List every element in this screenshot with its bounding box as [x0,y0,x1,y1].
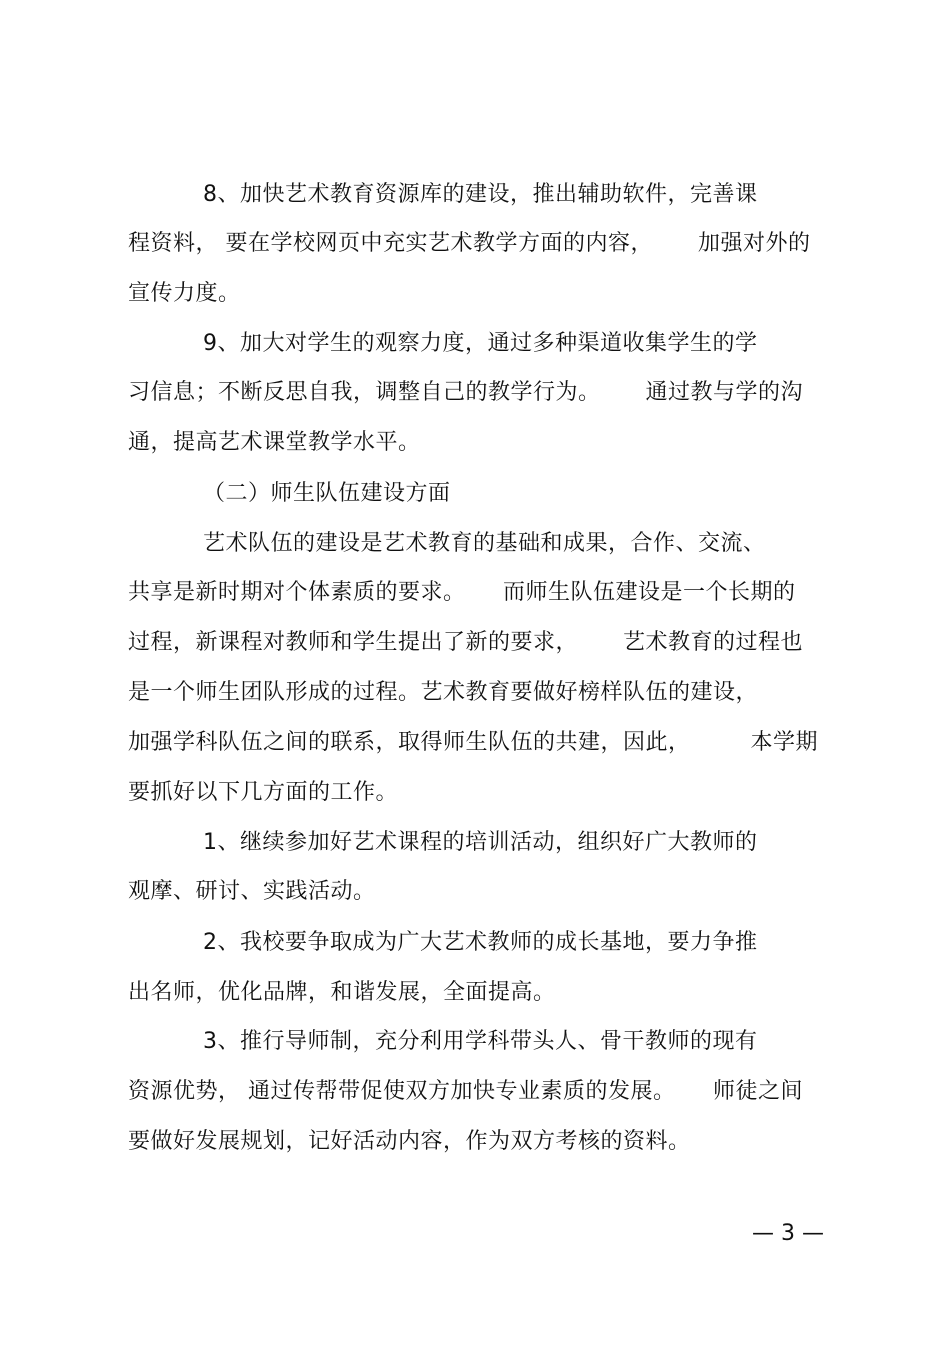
item-2-line-1: 2、我校要争取成为广大艺术教师的成长基地，要力争推 [203,930,758,955]
section-heading: （二）师生队伍建设方面 [203,481,451,506]
para-8-line-2: 程资料， 要在学校网页中充实艺术教学方面的内容， 加强对外的 [128,231,811,256]
intro-line-3: 过程，新课程对教师和学生提出了新的要求， 艺术教育的过程也 [128,630,803,655]
item-3-line-3: 要做好发展规划，记好活动内容，作为双方考核的资料。 [128,1129,691,1154]
para-8-line-3: 宣传力度。 [128,281,241,306]
item-3-line-2: 资源优势， 通过传帮带促使双方加快专业素质的发展。 师徒之间 [128,1079,803,1104]
intro-line-5: 加强学科队伍之间的联系，取得师生队伍的共建，因此， 本学期 [128,730,818,755]
item-2-line-2: 出名师，优化品牌，和谐发展，全面提高。 [128,980,556,1005]
intro-line-4: 是一个师生团队形成的过程。艺术教育要做好榜样队伍的建设， [128,680,759,705]
item-1-line-1: 1、继续参加好艺术课程的培训活动，组织好广大教师的 [203,830,758,855]
page-number: — 3 — [752,1221,824,1246]
intro-line-6: 要抓好以下几方面的工作。 [128,780,399,805]
item-3-line-1: 3、推行导师制，充分利用学科带头人、骨干教师的现有 [203,1029,758,1054]
intro-line-1: 艺术队伍的建设是艺术教育的基础和成果，合作、交流、 [203,531,766,556]
item-1-line-2: 观摩、研讨、实践活动。 [128,879,376,904]
para-9-line-1: 9、加大对学生的观察力度，通过多种渠道收集学生的学 [203,331,758,356]
para-8-line-1: 8、加快艺术教育资源库的建设，推出辅助软件，完善课 [203,182,758,207]
para-9-line-2: 习信息；不断反思自我，调整自己的教学行为。 通过教与学的沟 [128,380,803,405]
intro-line-2: 共享是新时期对个体素质的要求。 而师生队伍建设是一个长期的 [128,580,796,605]
para-9-line-3: 通，提高艺术课堂教学水平。 [128,430,421,455]
